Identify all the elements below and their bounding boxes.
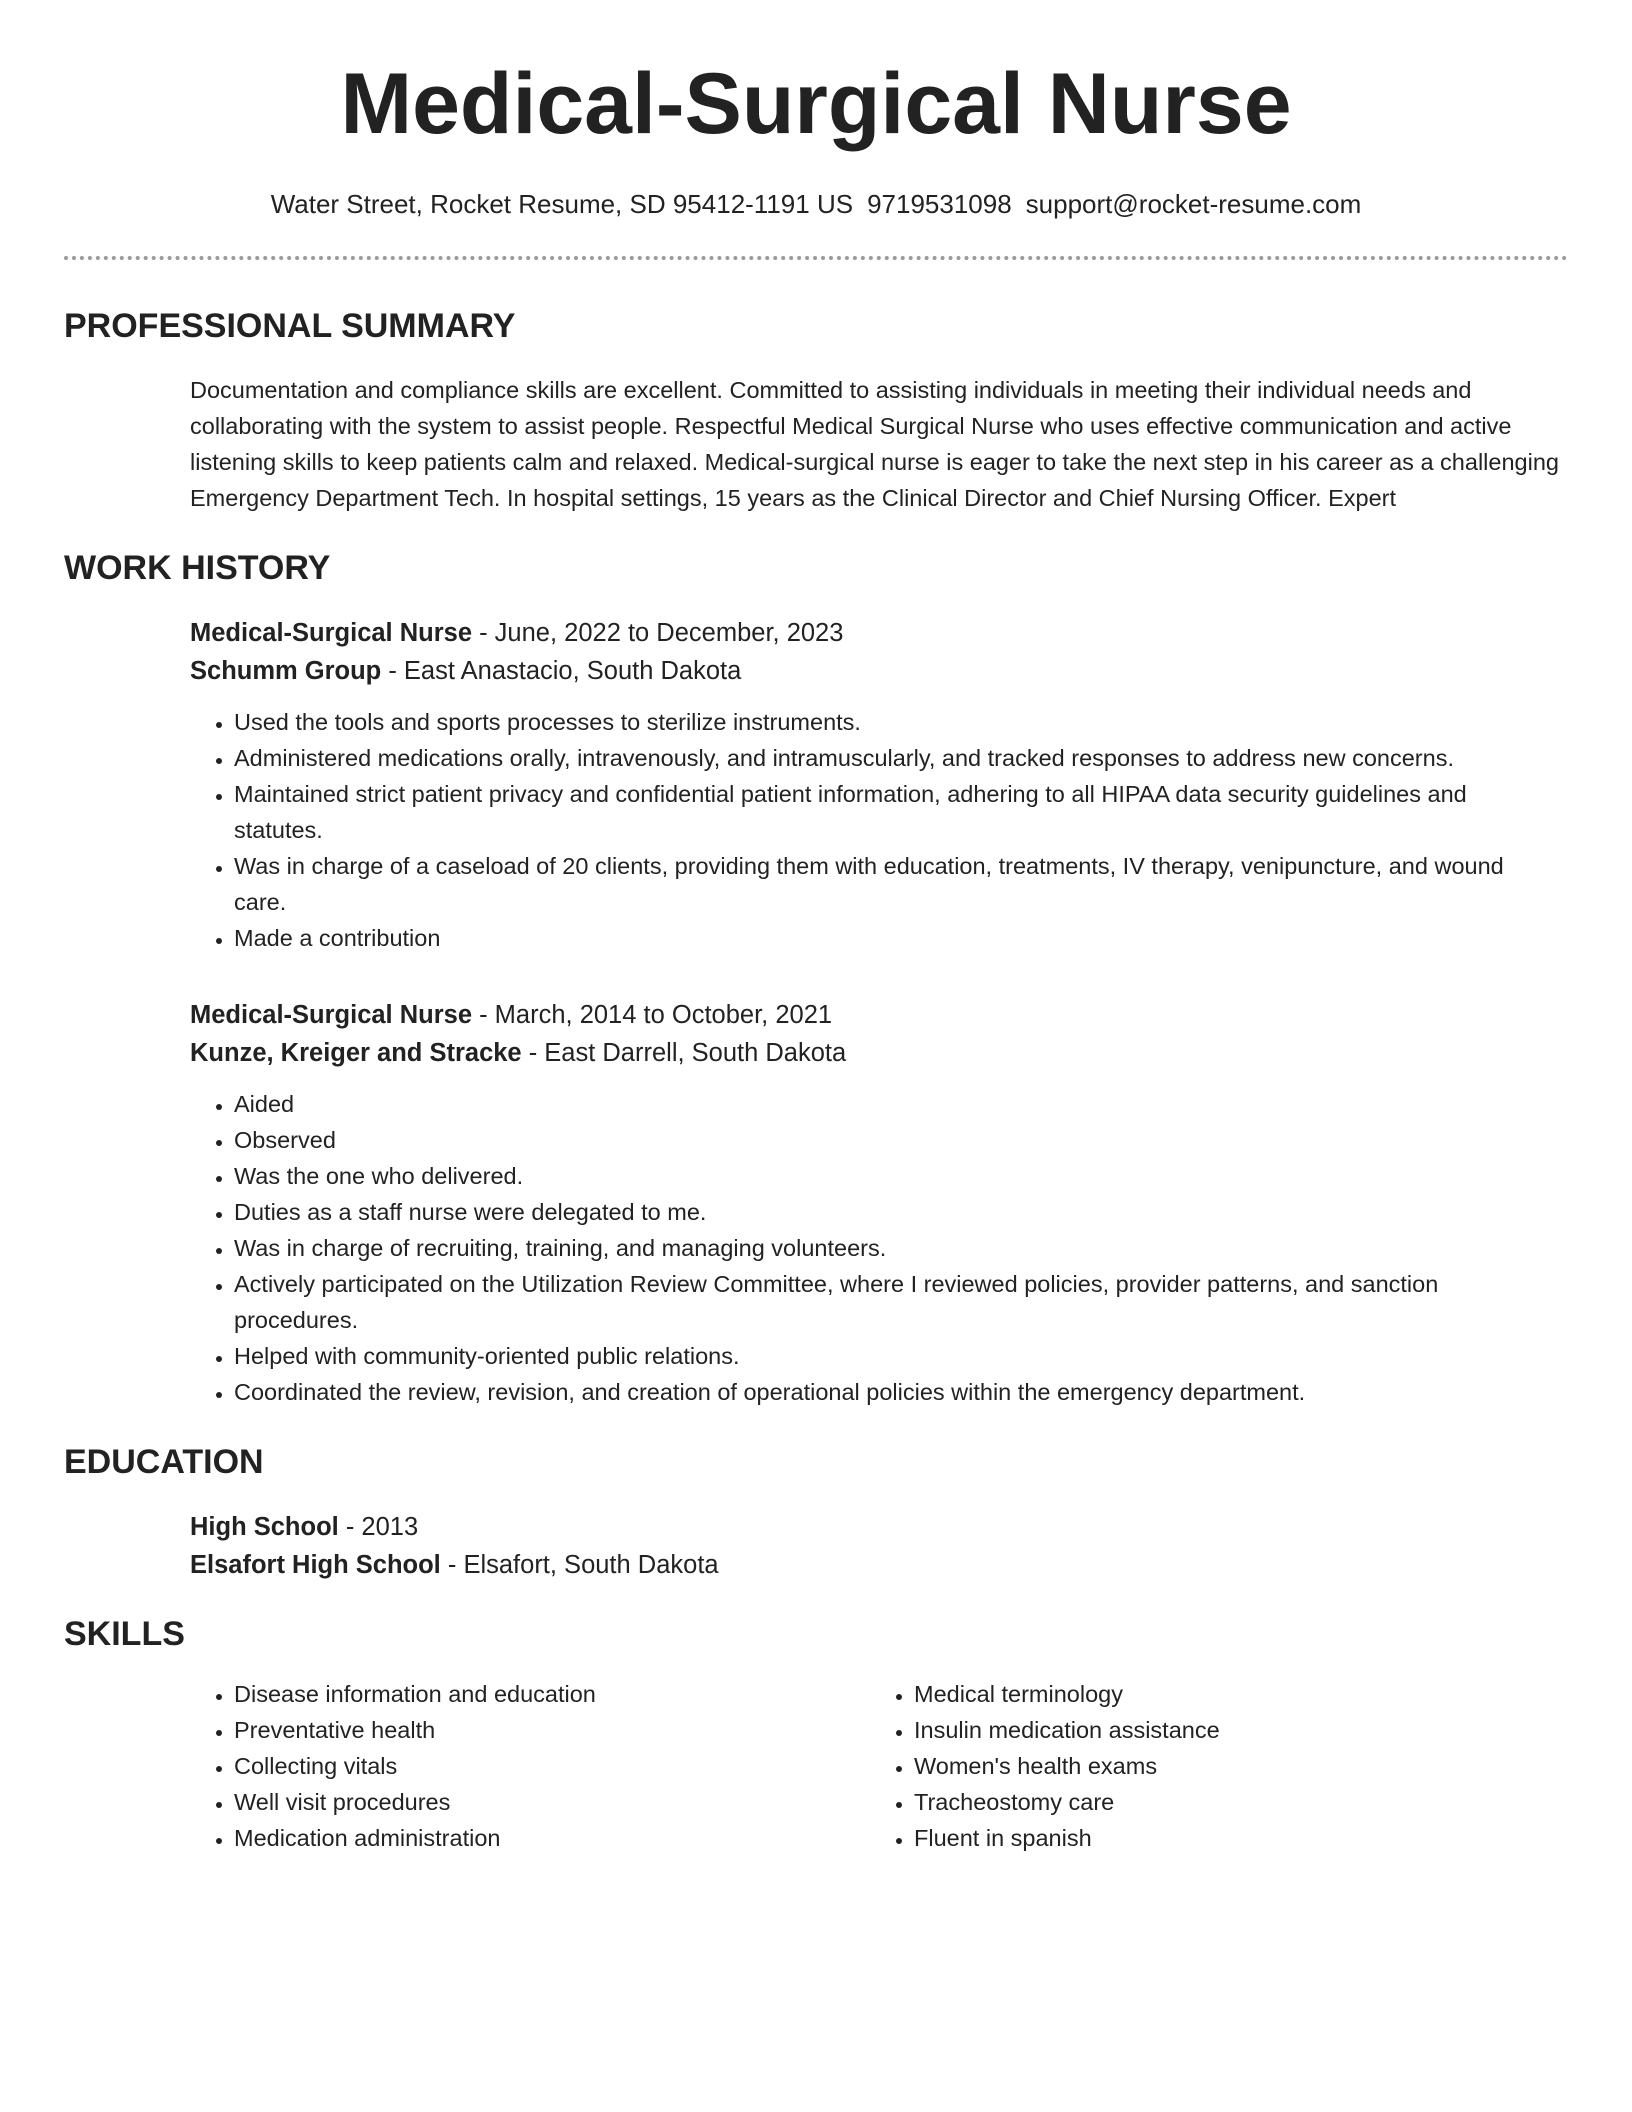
job-location: - East Anastacio, South Dakota: [381, 657, 742, 685]
job-company-line: [190, 1034, 1560, 1072]
skill-item: • Collecting vitals: [234, 1748, 870, 1784]
skill-item: • Insulin medication assistance: [914, 1712, 1550, 1748]
skills-column-left: [190, 1676, 870, 1856]
skills-heading: SKILLS: [64, 1615, 185, 1653]
skill-item: • Well visit procedures: [234, 1784, 870, 1820]
list-item: • Administered medications orally, intravenously, and intramuscularly, and tracked responses to address new concerns.: [234, 740, 1560, 776]
job-role: Medical-Surgical Nurse: [190, 619, 473, 647]
list-item: • Was in charge of a caseload of 20 clients, providing them with education, treatments, IV therapy, venipuncture, and wound care.: [234, 848, 1560, 920]
list-item: • Duties as a staff nurse were delegated to me.: [234, 1194, 1560, 1230]
job-dates: - March, 2014 to October, 2021: [472, 1001, 833, 1029]
list-item: • Made a contribution: [234, 920, 1560, 956]
skills-column-right: [870, 1676, 1550, 1856]
job-company: Schumm Group: [190, 657, 382, 685]
skills-list: [870, 1676, 1550, 1856]
skills-list: [190, 1676, 870, 1856]
list-item: • Used the tools and sports processes to sterilize instruments.: [234, 704, 1560, 740]
list-item: • Was in charge of recruiting, training, and managing volunteers.: [234, 1230, 1560, 1266]
contact-address: Water Street, Rocket Resume, SD 95412-1191 US: [270, 189, 854, 219]
education-year: - 2013: [338, 1513, 419, 1541]
list-item: • Actively participated on the Utilization Review Committee, where I reviewed policies, provider patterns, and sanction procedures.: [234, 1266, 1560, 1338]
skills-grid: [190, 1676, 1560, 1856]
skill-item: • Tracheostomy care: [914, 1784, 1550, 1820]
education-entry: [190, 1508, 1560, 1584]
list-item: • Observed: [234, 1122, 1560, 1158]
job-entry: [190, 614, 1560, 956]
education-heading: EDUCATION: [64, 1443, 264, 1481]
education-degree: High School: [190, 1513, 339, 1541]
education-school: Elsafort High School: [190, 1551, 441, 1579]
job-company: Kunze, Kreiger and Stracke: [190, 1039, 522, 1067]
summary-text: Documentation and compliance skills are excellent. Committed to assisting individuals in meeting their individual needs and collaborating with the system to assist people. Respectful Medical Surgical Nurse who uses effective communication and active listening skills to keep patients calm and relaxed. Medical-surgical nurse is eager to take the next step in his career as a challenging Emergency Department Tech. In hospital settings, 15 years as the Clinical Director and Chief Nursing Officer. Expert: [190, 377, 1559, 511]
skill-item: • Medical terminology: [914, 1676, 1550, 1712]
job-location: - East Darrell, South Dakota: [521, 1039, 847, 1067]
job-title-line: [190, 614, 1560, 652]
job-bullets: [190, 704, 1560, 956]
education-degree-line: [190, 1508, 1560, 1546]
contact-phone: 9719531098: [867, 189, 1012, 219]
work-history-heading: WORK HISTORY: [64, 549, 331, 587]
job-company-line: [190, 652, 1560, 690]
skill-item: • Women's health exams: [914, 1748, 1550, 1784]
header-divider: [64, 256, 1568, 260]
job-role: Medical-Surgical Nurse: [190, 1001, 473, 1029]
job-title-line: [190, 996, 1560, 1034]
education-school-line: [190, 1546, 1560, 1584]
contact-email: support@rocket-resume.com: [1025, 189, 1362, 219]
skill-item: • Preventative health: [234, 1712, 870, 1748]
skill-item: • Disease information and education: [234, 1676, 870, 1712]
skill-item: • Fluent in spanish: [914, 1820, 1550, 1856]
job-bullets: [190, 1086, 1560, 1410]
job-dates: - June, 2022 to December, 2023: [472, 619, 844, 647]
job-entry: [190, 996, 1560, 1410]
education-location: - Elsafort, South Dakota: [440, 1551, 719, 1579]
summary-heading: PROFESSIONAL SUMMARY: [64, 307, 516, 345]
list-item: • Coordinated the review, revision, and creation of operational policies within the emergency department.: [234, 1374, 1560, 1410]
list-item: • Was the one who delivered.: [234, 1158, 1560, 1194]
resume-name: Medical-Surgical Nurse: [340, 56, 1292, 152]
contact-line: [64, 188, 1568, 220]
list-item: • Helped with community-oriented public relations.: [234, 1338, 1560, 1374]
list-item: • Aided: [234, 1086, 1560, 1122]
skill-item: • Medication administration: [234, 1820, 870, 1856]
list-item: • Maintained strict patient privacy and confidential patient information, adhering to all HIPAA data security guidelines and statutes.: [234, 776, 1560, 848]
